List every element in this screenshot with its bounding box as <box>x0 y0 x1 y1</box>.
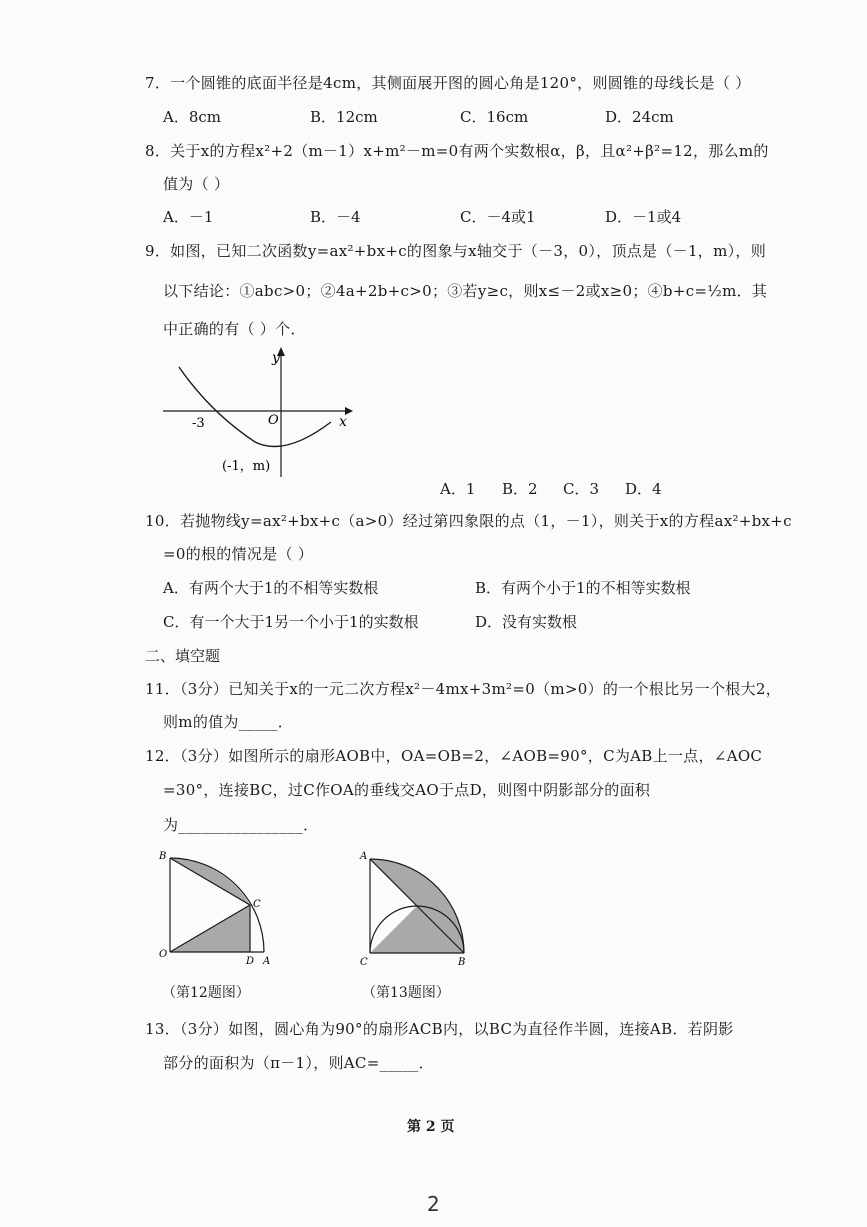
q7-stem: 7．一个圆锥的底面半径是4cm，其侧面展开图的圆心角是120°，则圆锥的母线长是（ ） <box>145 74 751 92</box>
q8-option-c: C．－4或1 <box>460 208 536 226</box>
q12-line1: 12．（3分）如图所示的扇形AOB中，OA=OB=2，∠AOB=90°，C为AB上一点，∠AOC <box>145 747 763 765</box>
label-b: B <box>458 957 466 968</box>
q10-option-c: C．有一个大于1另一个小于1的实数根 <box>163 613 419 631</box>
label-a: A <box>360 851 368 862</box>
label-o: O <box>159 949 168 960</box>
q8-stem-line2: 值为（ ） <box>163 175 230 193</box>
q11-line1: 11．（3分）已知关于x的一元二次方程x²－4mx+3m²=0（m>0）的一个根比另一个根大2， <box>145 680 782 698</box>
vertex-label: (-1，m) <box>222 459 271 474</box>
q9-stem-line3: 中正确的有（ ）个． <box>163 320 306 338</box>
figure-12-sector <box>150 845 280 970</box>
q9-option-a: A．1 <box>440 480 476 498</box>
segment-bc <box>170 858 250 905</box>
root-label: -3 <box>192 416 205 431</box>
q12-line2: =30°，连接BC，过C作OA的垂线交AO于点D，则图中阴影部分的面积 <box>163 781 651 799</box>
q10-option-d: D．没有实数根 <box>475 613 578 631</box>
q10-stem-line2: =0的根的情况是（ ） <box>163 545 314 563</box>
parabola-curve <box>179 367 331 447</box>
label-c: C <box>360 957 368 968</box>
q8-option-b: B．－4 <box>310 208 361 226</box>
page-footer: 第 2 页 <box>407 1119 455 1135</box>
q8-stem-line1: 8．关于x的方程x²+2（m－1）x+m²－m=0有两个实数根α，β，且α²+β²=12，那么m的 <box>145 142 769 160</box>
q10-option-b: B．有两个小于1的不相等实数根 <box>475 579 691 597</box>
q9-parabola-graph <box>155 342 365 482</box>
q10-stem-line1: 10．若抛物线y=ax²+bx+c（a>0）经过第四象限的点（1，－1），则关于x的方程ax²+bx+c <box>145 512 792 530</box>
q7-option-b: B．12cm <box>310 108 378 126</box>
q13-line1: 13．（3分）如图，圆心角为90°的扇形ACB内，以BC为直径作半圆，连接AB．若阴影 <box>145 1020 734 1038</box>
q11-line2: 则m的值为_____． <box>163 713 294 731</box>
q9-option-b: B．2 <box>502 480 538 498</box>
q9-option-d: D．4 <box>625 480 662 498</box>
section-heading: 二、填空题 <box>145 647 221 665</box>
origin-label: O <box>268 413 279 428</box>
q8-option-d: D．－1或4 <box>605 208 682 226</box>
q8-option-a: A．－1 <box>163 208 214 226</box>
y-axis-label: y <box>272 350 280 366</box>
q9-stem-line1: 9．如图，已知二次函数y=ax²+bx+c的图象与x轴交于（－3，0），顶点是（－1，m），则 <box>145 242 767 260</box>
q9-stem-line2: 以下结论：①abc>0；②4a+2b+c>0；③若y≥c，则x≤－2或x≥0；④b+c=½m．其 <box>163 282 768 300</box>
x-axis-label: x <box>339 414 347 430</box>
figure-12-caption: （第12题图） <box>162 985 250 1001</box>
q7-option-c: C．16cm <box>460 108 529 126</box>
q9-option-c: C．3 <box>563 480 600 498</box>
label-d: D <box>246 956 255 967</box>
q7-option-a: A．8cm <box>163 108 222 126</box>
page-number: 2 <box>427 1192 440 1216</box>
q10-option-a: A．有两个大于1的不相等实数根 <box>163 579 379 597</box>
label-b: B <box>159 851 167 862</box>
q12-line3: 为________________． <box>163 816 319 834</box>
q7-option-d: D．24cm <box>605 108 674 126</box>
figure-13-sector <box>352 845 477 970</box>
label-c: C <box>253 899 261 910</box>
figure-13-caption: （第13题图） <box>362 985 450 1001</box>
label-a: A <box>263 956 271 967</box>
q13-line2: 部分的面积为（π－1），则AC=_____． <box>163 1054 434 1072</box>
